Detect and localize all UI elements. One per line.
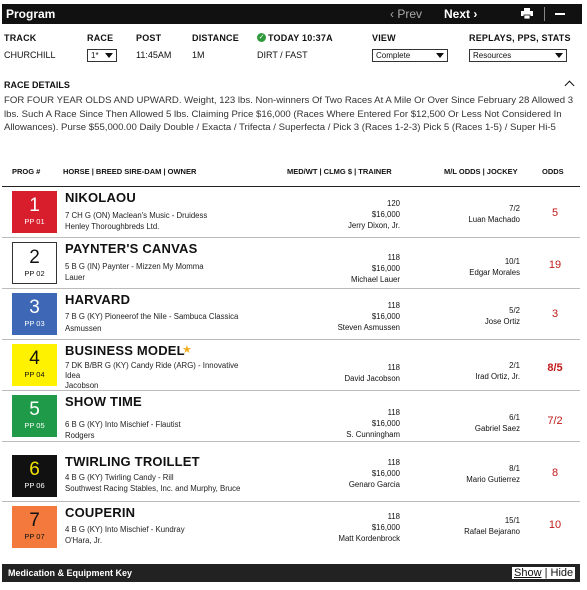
entry-row[interactable] (2, 451, 580, 502)
distance-label: DISTANCE (192, 33, 239, 43)
chevron-down-icon (555, 53, 563, 58)
live-odds: 8 (551, 467, 559, 479)
horse-owner: Asmussen (65, 324, 102, 333)
star-icon: ★ (182, 344, 192, 356)
ml-odds: 5/2 (509, 306, 520, 315)
ml-jockey (422, 305, 520, 327)
horse-breed: 5 B G (IN) Paynter - Mizzen My Momma (65, 262, 204, 271)
chevron-down-icon (105, 53, 113, 58)
horse-owner: O'Hara, Jr. (65, 536, 103, 545)
race-details-title: RACE DETAILS (4, 80, 70, 90)
race-select[interactable] (87, 49, 117, 62)
check-circle-icon: ✓ (258, 34, 265, 41)
horse-name[interactable]: HARVARD (65, 292, 131, 307)
claim-price: $16,000 (371, 469, 400, 478)
med-weight-trainer (280, 252, 400, 285)
resources-select-value: Resources (473, 51, 512, 60)
program-number: 1 (29, 195, 40, 216)
post-position: PP 03 (24, 319, 45, 328)
live-odds: 7/2 (547, 415, 563, 427)
program-number-badge (12, 395, 57, 437)
horse-breed: 4 B G (KY) Twirling Candy - Rill (65, 473, 174, 482)
med-weight-trainer (280, 300, 400, 333)
weight: 118 (387, 363, 400, 372)
live-odds: 8/5 (547, 362, 563, 374)
ml-odds: 10/1 (504, 257, 520, 266)
horse-owner: Rodgers (65, 431, 95, 440)
entry-row[interactable] (2, 187, 580, 238)
live-odds: 5 (551, 207, 559, 219)
show-hide-toggle (512, 567, 575, 579)
trainer: S. Cunningham (346, 430, 400, 439)
top-bar (2, 4, 582, 24)
chevron-up-icon[interactable] (565, 81, 575, 91)
med-weight-trainer (280, 198, 400, 231)
ml-odds: 2/1 (509, 361, 520, 370)
program-number-badge (12, 344, 57, 386)
race-label: RACE (87, 33, 114, 43)
trainer: Steven Asmussen (337, 323, 400, 332)
horse-name[interactable]: SHOW TIME (65, 394, 142, 409)
col-horse: HORSE | BREED SIRE-DAM | OWNER (63, 167, 197, 176)
live-odds: 19 (548, 259, 562, 271)
claim-price: $16,000 (371, 312, 400, 321)
horse-breed: 7 CH G (ON) Maclean's Music - Druidess (65, 211, 208, 220)
ml-odds: 7/2 (509, 204, 520, 213)
horse-name[interactable]: COUPERIN (65, 505, 136, 520)
show-button[interactable]: Show (514, 567, 542, 579)
page-title: Program (6, 7, 56, 21)
program-number: 7 (29, 510, 40, 531)
ml-odds: 8/1 (509, 464, 520, 473)
medication-key-bar (2, 564, 580, 582)
program-number: 2 (29, 247, 40, 268)
jockey: Luan Machado (468, 215, 520, 224)
program-number: 3 (29, 297, 40, 318)
col-med: MED/WT | CLMG $ | TRAINER (287, 167, 392, 176)
ml-jockey (422, 256, 520, 278)
track-label: TRACK (4, 33, 37, 43)
program-number-badge (12, 455, 57, 497)
med-weight-trainer (280, 407, 400, 440)
horse-breed: 4 B G (KY) Into Mischief - Kundray (65, 525, 185, 534)
trainer: Jerry Dixon, Jr. (348, 221, 400, 230)
med-weight-trainer (280, 362, 400, 384)
post-position: PP 05 (24, 421, 45, 430)
post-position: PP 06 (24, 481, 45, 490)
horse-owner: Southwest Racing Stables, Inc. and Murphy, Bruce (65, 484, 241, 493)
entry-row[interactable] (2, 502, 580, 552)
entry-row[interactable] (2, 391, 580, 442)
post-position: PP 04 (24, 370, 45, 379)
program-number-badge (12, 506, 57, 548)
view-select-value: Complete (376, 51, 411, 60)
entry-row[interactable] (2, 289, 580, 340)
horse-breed-continued: Idea (65, 371, 81, 380)
post-value: 11:45AM (136, 50, 172, 60)
track-value: CHURCHILL (4, 50, 56, 60)
horse-owner: Jacobson (65, 381, 99, 390)
horse-name[interactable]: NIKOLAOU (65, 190, 136, 205)
col-ml-odds: M/L ODDS | JOCKEY (444, 167, 518, 176)
live-odds: 10 (548, 519, 562, 531)
ml-odds: 15/1 (504, 516, 520, 525)
jockey: Irad Ortiz, Jr. (475, 372, 520, 381)
view-select[interactable] (372, 49, 448, 62)
distance-value: 1M (192, 50, 205, 60)
horse-breed: 7 B G (KY) Pioneerof the Nile - Sambuca Classica (65, 312, 239, 321)
horse-name[interactable]: BUSINESS MODEL (65, 343, 185, 358)
trainer: Matt Kordenbrock (338, 534, 400, 543)
prev-race-button[interactable]: ‹ Prev (390, 7, 423, 21)
horse-breed: 6 B G (KY) Into Mischief - Flautist (65, 420, 181, 429)
entry-row[interactable] (2, 340, 580, 391)
med-weight-trainer (280, 511, 400, 544)
col-prog: PROG # (12, 167, 41, 176)
ml-odds: 6/1 (509, 413, 520, 422)
horse-breed: 7 DK B/BR G (KY) Candy Ride (ARG) - Innovative (65, 361, 239, 370)
post-label: POST (136, 33, 162, 43)
ml-jockey (422, 360, 520, 382)
horse-owner: Lauer (65, 273, 85, 282)
jockey: Mario Gutierrez (466, 475, 520, 484)
jockey: Gabriel Saez (474, 424, 520, 433)
weight: 118 (387, 301, 400, 310)
replays-label: REPLAYS, PPS, STATS (469, 33, 571, 43)
next-race-button[interactable]: Next › (444, 7, 478, 21)
med-weight-trainer (280, 457, 400, 490)
horse-name[interactable]: PAYNTER'S CANVAS (65, 241, 198, 256)
entry-row[interactable] (2, 238, 580, 289)
weight: 120 (386, 199, 400, 208)
chevron-down-icon (436, 53, 444, 58)
weight: 118 (387, 408, 400, 417)
program-number: 6 (29, 459, 40, 480)
jockey: Edgar Morales (469, 268, 520, 277)
jockey: Jose Ortiz (484, 317, 520, 326)
horse-owner: Henley Thoroughbreds Ltd. (65, 222, 160, 231)
program-number: 5 (29, 399, 40, 420)
ml-jockey (422, 203, 520, 225)
today-label: TODAY 10:37A (268, 33, 333, 43)
post-position: PP 02 (24, 269, 45, 278)
surface-value: DIRT / FAST (257, 50, 308, 60)
post-position: PP 07 (24, 532, 45, 541)
claim-price: $16,000 (371, 210, 400, 219)
hide-button[interactable]: Hide (550, 567, 574, 579)
show-hide-separator: | (541, 567, 551, 579)
program-number-badge (12, 242, 57, 284)
weight: 118 (387, 512, 400, 521)
weight: 118 (387, 253, 400, 262)
live-odds: 3 (551, 308, 559, 320)
race-details-text: FOR FOUR YEAR OLDS AND UPWARD. Weight, 123 lbs. Non-winners Of Two Races At A Mile Or Over Since February 28 Allowed 3 lbs. Such A Race Since Then Allowed 5 lbs. Claiming Price $16,000 (Races Where Entered For $12,500 Or Less Not Considered In Allowances). Purse $55,000.00 Daily Double / Exacta / Trifecta / Superfecta / Pick 3 (Races 1-2-3) Pick 5 (Races 1-5) / Super Hi-5 (4, 95, 574, 133)
program-number: 4 (29, 348, 40, 369)
program-number-badge (12, 191, 57, 233)
post-position: PP 01 (24, 217, 45, 226)
trainer: Michael Lauer (351, 275, 400, 284)
claim-price: $16,000 (371, 419, 400, 428)
ml-jockey (422, 515, 520, 537)
medication-key-label: Medication & Equipment Key (8, 568, 133, 578)
horse-name[interactable]: TWIRLING TROILLET (65, 454, 200, 469)
view-label: VIEW (372, 33, 396, 43)
jockey: Rafael Bejarano (464, 527, 520, 536)
program-number-badge (12, 293, 57, 335)
claim-price: $16,000 (371, 523, 400, 532)
trainer: Genaro Garcia (348, 480, 400, 489)
resources-select[interactable] (469, 49, 567, 62)
col-odds: ODDS (542, 167, 564, 176)
ml-jockey (422, 463, 520, 485)
toolbar-divider (544, 7, 545, 21)
race-select-value: 1* (91, 51, 99, 60)
printer-icon[interactable] (521, 8, 533, 19)
claim-price: $16,000 (371, 264, 400, 273)
weight: 118 (387, 458, 400, 467)
ml-jockey (422, 412, 520, 434)
trainer: David Jacobson (344, 374, 400, 383)
minimize-icon[interactable] (555, 13, 565, 15)
